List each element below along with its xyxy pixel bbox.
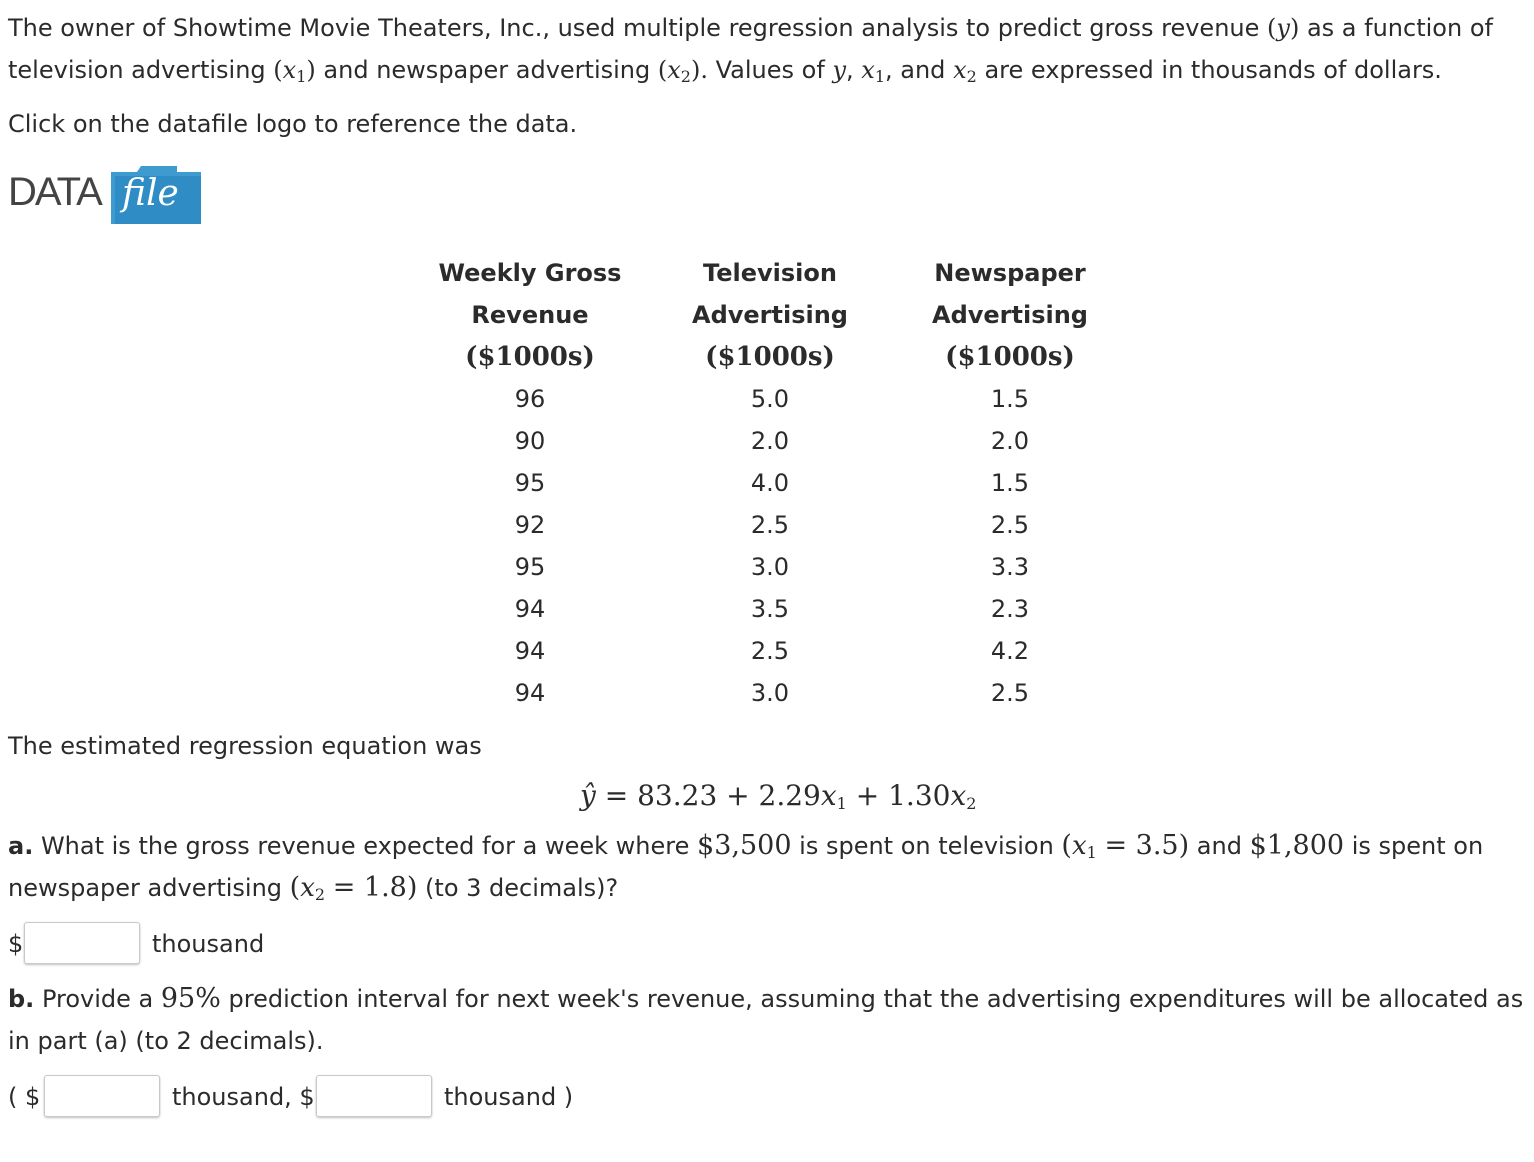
part-b-mid: thousand, $	[172, 1083, 315, 1111]
logo-file-text: file	[122, 173, 179, 214]
part-b-open: ( $	[8, 1083, 41, 1111]
part-b-lower-input[interactable]	[44, 1075, 160, 1117]
part-a-revenue-input[interactable]	[24, 922, 140, 964]
part-b-question: b. Provide a 95% prediction interval for next week's revenue, assuming that the advertising expenditures will be allocated as in part (a) (to 2 decimals).	[8, 983, 1524, 1055]
part-a-unit: thousand	[152, 930, 265, 958]
part-b-close: thousand )	[444, 1083, 574, 1111]
logo-data-text: DATA	[8, 170, 101, 214]
part-b-upper-input[interactable]	[316, 1075, 432, 1117]
table-row: 92 2.5 2.5	[514, 511, 1030, 539]
data-table	[410, 252, 1130, 714]
header-revenue: Weekly Gross Revenue ($1000s)	[438, 259, 622, 372]
regression-equation: ŷ = $83.23 + 2.29x_1 + 1.30x_2$	[580, 779, 977, 813]
table-row: 94 2.5 4.2	[514, 637, 1030, 665]
table-row: 94 3.0 2.5	[514, 679, 1030, 707]
table-row: 96 5.0 1.5	[514, 385, 1030, 413]
datafile-instruction: Click on the datafile logo to reference the data.	[8, 110, 578, 138]
table-row: 94 3.5 2.3	[514, 595, 1030, 623]
header-newspaper: Newspaper Advertising ($1000s)	[932, 259, 1088, 372]
intro-paragraph: The owner of Showtime Movie Theaters, Inc., used multiple regression analysis to predict gross revenue (y) as a function of television advertising $(x_1)$ and newspaper advertising $(x_2)$. Values of y, $x_1$, and $x_2$ are expressed in thousands of dollars.	[8, 14, 1493, 86]
table-row: 95 3.0 3.3	[514, 553, 1030, 581]
table-row: 90 2.0 2.0	[514, 427, 1030, 455]
part-a-question: a. What is the gross revenue expected for a week where $3,500 is spent on television $(x_1 = 3.5)$ and $1,800 is spent on newspaper advertising $(x_2 = 1.8)$ (to 3 decimals)?	[8, 830, 1484, 904]
header-television: Television Advertising ($1000s)	[692, 259, 848, 372]
table-row: 95 4.0 1.5	[514, 469, 1030, 497]
part-a-currency: $	[8, 930, 24, 958]
table-header-row	[410, 252, 1130, 378]
regression-intro: The estimated regression equation was	[8, 732, 482, 760]
